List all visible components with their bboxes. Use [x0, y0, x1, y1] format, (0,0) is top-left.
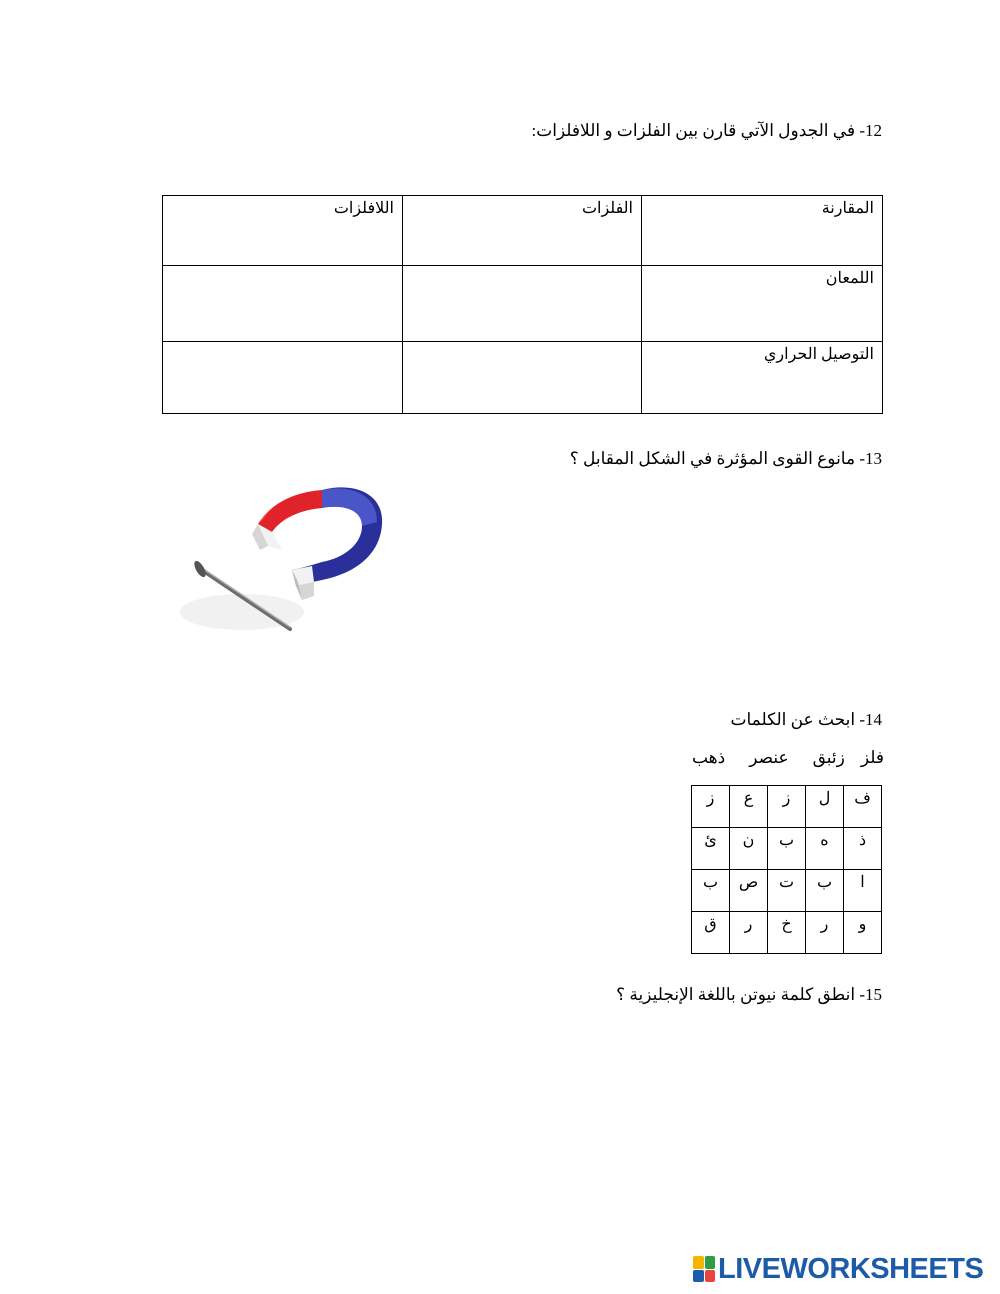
table-header-comparison: المقارنة [642, 196, 883, 266]
grid-cell[interactable]: ز [692, 786, 730, 828]
answer-cell-luster-nonmetals[interactable] [163, 266, 403, 342]
word-item: فلز [860, 748, 884, 767]
answer-cell-thermal-nonmetals[interactable] [163, 342, 403, 414]
grid-row [692, 786, 882, 828]
word-search-grid [691, 785, 882, 954]
grid-cell[interactable]: ب [768, 828, 806, 870]
magnet-and-nail-image [172, 462, 402, 642]
grid-cell[interactable]: ن [730, 828, 768, 870]
table-header-metals: الفلزات [403, 196, 642, 266]
grid-cell[interactable]: ع [730, 786, 768, 828]
logo-badge-icon [693, 1256, 715, 1282]
table-cell-luster: اللمعان [642, 266, 883, 342]
grid-cell[interactable]: و [844, 912, 882, 954]
word-item: زئبق [812, 748, 845, 767]
question-15: 15- انطق كلمة نيوتن باللغة الإنجليزية ؟ [616, 985, 882, 1004]
liveworksheets-logo [693, 1254, 983, 1284]
question-13: 13- مانوع القوى المؤثرة في الشكل المقابل ؟ [569, 449, 882, 468]
grid-row [692, 870, 882, 912]
question-14: 14- ابحث عن الكلمات [730, 710, 882, 729]
grid-cell[interactable]: ب [806, 870, 844, 912]
grid-cell[interactable]: ا [844, 870, 882, 912]
comparison-table [162, 195, 883, 414]
answer-cell-luster-metals[interactable] [403, 266, 642, 342]
question-12: 12- في الجدول الآتي قارن بين الفلزات و اللافلزات: [531, 121, 882, 140]
grid-cell[interactable]: ز [768, 786, 806, 828]
grid-cell[interactable]: خ [768, 912, 806, 954]
grid-cell[interactable]: ر [730, 912, 768, 954]
word-item: ذهب [691, 748, 726, 767]
grid-cell[interactable]: ذ [844, 828, 882, 870]
word-item: عنصر [749, 748, 789, 767]
word-list [692, 748, 884, 768]
table-row [163, 196, 883, 266]
table-header-nonmetals: اللافلزات [163, 196, 403, 266]
grid-row [692, 912, 882, 954]
grid-cell[interactable]: ص [730, 870, 768, 912]
table-row [163, 266, 883, 342]
grid-cell[interactable]: ر [806, 912, 844, 954]
grid-cell[interactable]: ئ [692, 828, 730, 870]
grid-row [692, 828, 882, 870]
grid-cell[interactable]: ق [692, 912, 730, 954]
logo-text: LIVEWORKSHEETS [718, 1252, 984, 1285]
grid-cell[interactable]: ت [768, 870, 806, 912]
grid-cell[interactable]: ل [806, 786, 844, 828]
grid-cell[interactable]: ف [844, 786, 882, 828]
table-cell-thermal-conduction: التوصيل الحراري [642, 342, 883, 414]
grid-cell[interactable]: ب [692, 870, 730, 912]
answer-cell-thermal-metals[interactable] [403, 342, 642, 414]
table-row [163, 342, 883, 414]
grid-cell[interactable]: ه [806, 828, 844, 870]
